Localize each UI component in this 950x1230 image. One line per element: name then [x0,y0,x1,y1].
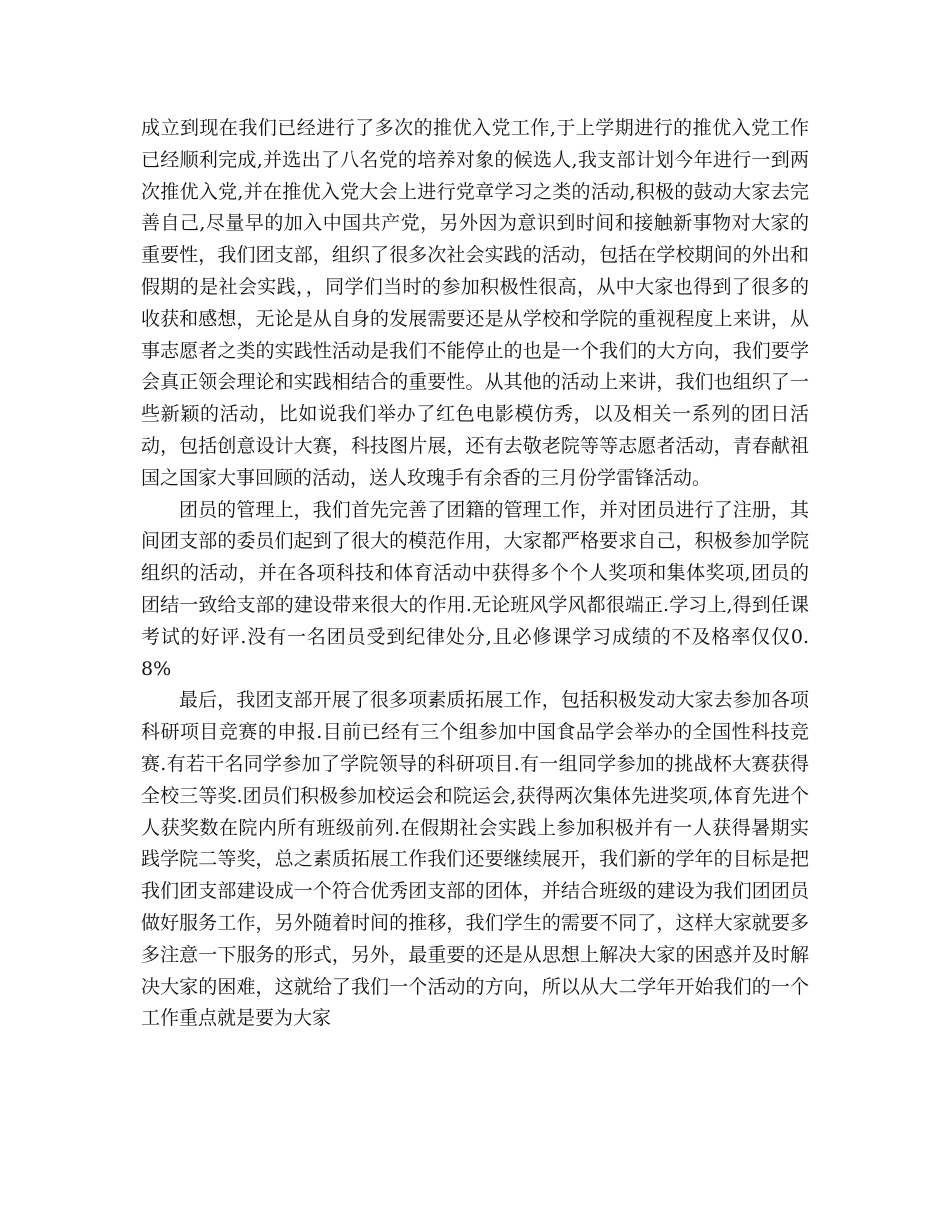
paragraph-2: 团员的管理上，我们首先完善了团籍的管理工作，并对团员进行了注册，其间团支部的委员们起到了很大的模范作用，大家都严格要求自己，积极参加学院组织的活动，并在各项科技和体育活动中获得多个个人奖项和集体奖项,团员的团结一致给支部的建设带来很大的作用.无论班风学风都很端正.学习上,得到任课考试的好评.没有一名团员受到纪律处分,且必修课学习成绩的不及格率仅仅0.8% [141,498,809,680]
document-body [141,113,809,1035]
paragraph-1: 成立到现在我们已经进行了多次的推优入党工作,于上学期进行的推优入党工作已经顺利完成,并选出了八名党的培养对象的候选人,我支部计划今年进行一到两次推优入党,并在推优入党大会上进行党章学习之类的活动,积极的鼓动大家去完善自己,尽量早的加入中国共产党，另外因为意识到时间和接触新事物对大家的重要性，我们团支部，组织了很多次社会实践的活动，包括在学校期间的外出和假期的是社会实践，，同学们当时的参加积极性很高，从中大家也得到了很多的收获和感想，无论是从自身的发展需要还是从学校和学院的重视程度上来讲，从事志愿者之类的实践性活动是我们不能停止的也是一个我们的大方向，我们要学会真正领会理论和实践相结合的重要性。从其他的活动上来讲，我们也组织了一些新颖的活动，比如说我们举办了红色电影模仿秀，以及相关一系列的团日活动，包括创意设计大赛，科技图片展，还有去敬老院等等志愿者活动，青春献祖国之国家大事回顾的活动，送人玫瑰手有余香的三月份学雷锋活动。 [141,117,809,489]
paragraph-3: 最后，我团支部开展了很多项素质拓展工作，包括积极发动大家去参加各项科研项目竞赛的申报.目前已经有三个组参加中国食品学会举办的全国性科技竞赛.有若干名同学参加了学院领导的科研项目.有一组同学参加的挑战杯大赛获得全校三等奖.团员们积极参加校运会和院运会,获得两次集体先进奖项,体育先进个人获奖数在院内所有班级前列.在假期社会实践上参加积极并有一人获得暑期实践学院二等奖，总之素质拓展工作我们还要继续展开，我们新的学年的目标是把我们团支部建设成一个符合优秀团支部的团体，并结合班级的建设为我们团团员做好服务工作，另外随着时间的推移，我们学生的需要不同了，这样大家就要多多注意一下服务的形式，另外，最重要的还是从思想上解决大家的困惑并及时解决大家的困难，这就给了我们一个活动的方向，所以从大二学年开始我们的一个工作重点就是要为大家 [141,689,809,1030]
